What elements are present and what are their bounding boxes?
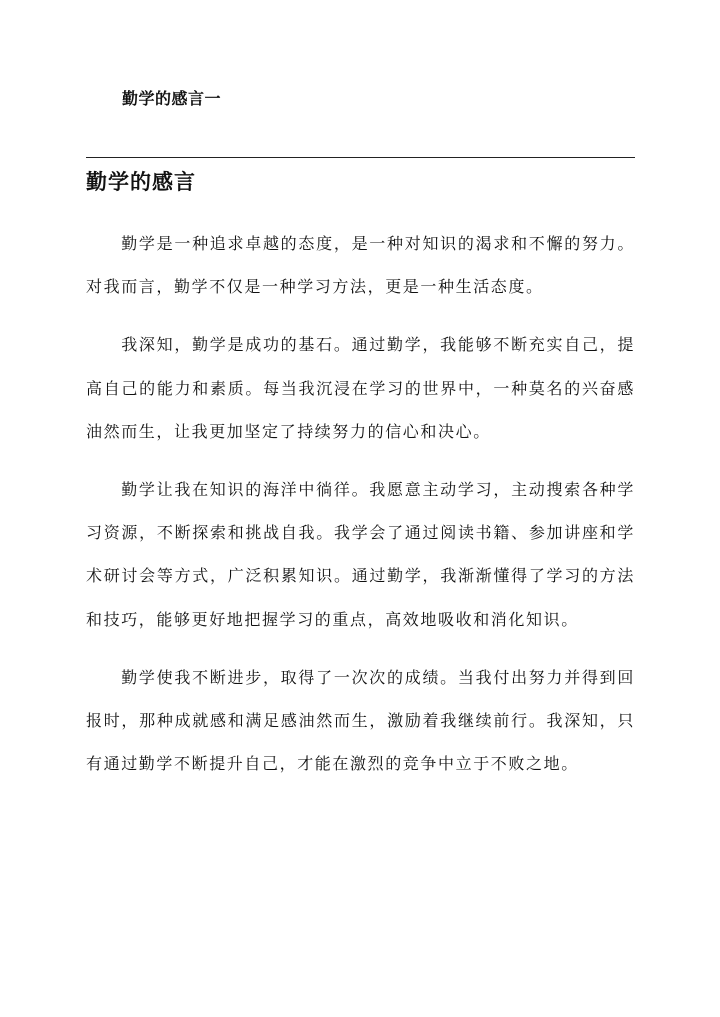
paragraph-2: 我深知，勤学是成功的基石。通过勤学，我能够不断充实自己，提高自己的能力和素质。每当我沉浸在学习的世界中，一种莫名的兴奋感油然而生，让我更加坚定了持续努力的信心和决心。 [86,335,635,441]
article-body [86,222,635,800]
title-divider [86,157,635,158]
paragraph-3: 勤学让我在知识的海洋中徜徉。我愿意主动学习，主动搜索各种学习资源，不断探索和挑战自我。我学会了通过阅读书籍、参加讲座和学术研讨会等方式，广泛积累知识。通过勤学，我渐渐懂得了学习的方法和技巧，能够更好地把握学习的重点，高效地吸收和消化知识。 [86,480,635,629]
document-header-title: 勤学的感言一 [122,89,222,108]
article-title: 勤学的感言 [86,169,196,194]
paragraph-4: 勤学使我不断进步，取得了一次次的成绩。当我付出努力并得到回报时，那种成就感和满足感油然而生，激励着我继续前行。我深知，只有通过勤学不断提升自己，才能在激烈的竞争中立于不败之地。 [86,667,635,774]
paragraph-1: 勤学是一种追求卓越的态度，是一种对知识的渴求和不懈的努力。对我而言，勤学不仅是一种学习方法，更是一种生活态度。 [86,234,635,297]
